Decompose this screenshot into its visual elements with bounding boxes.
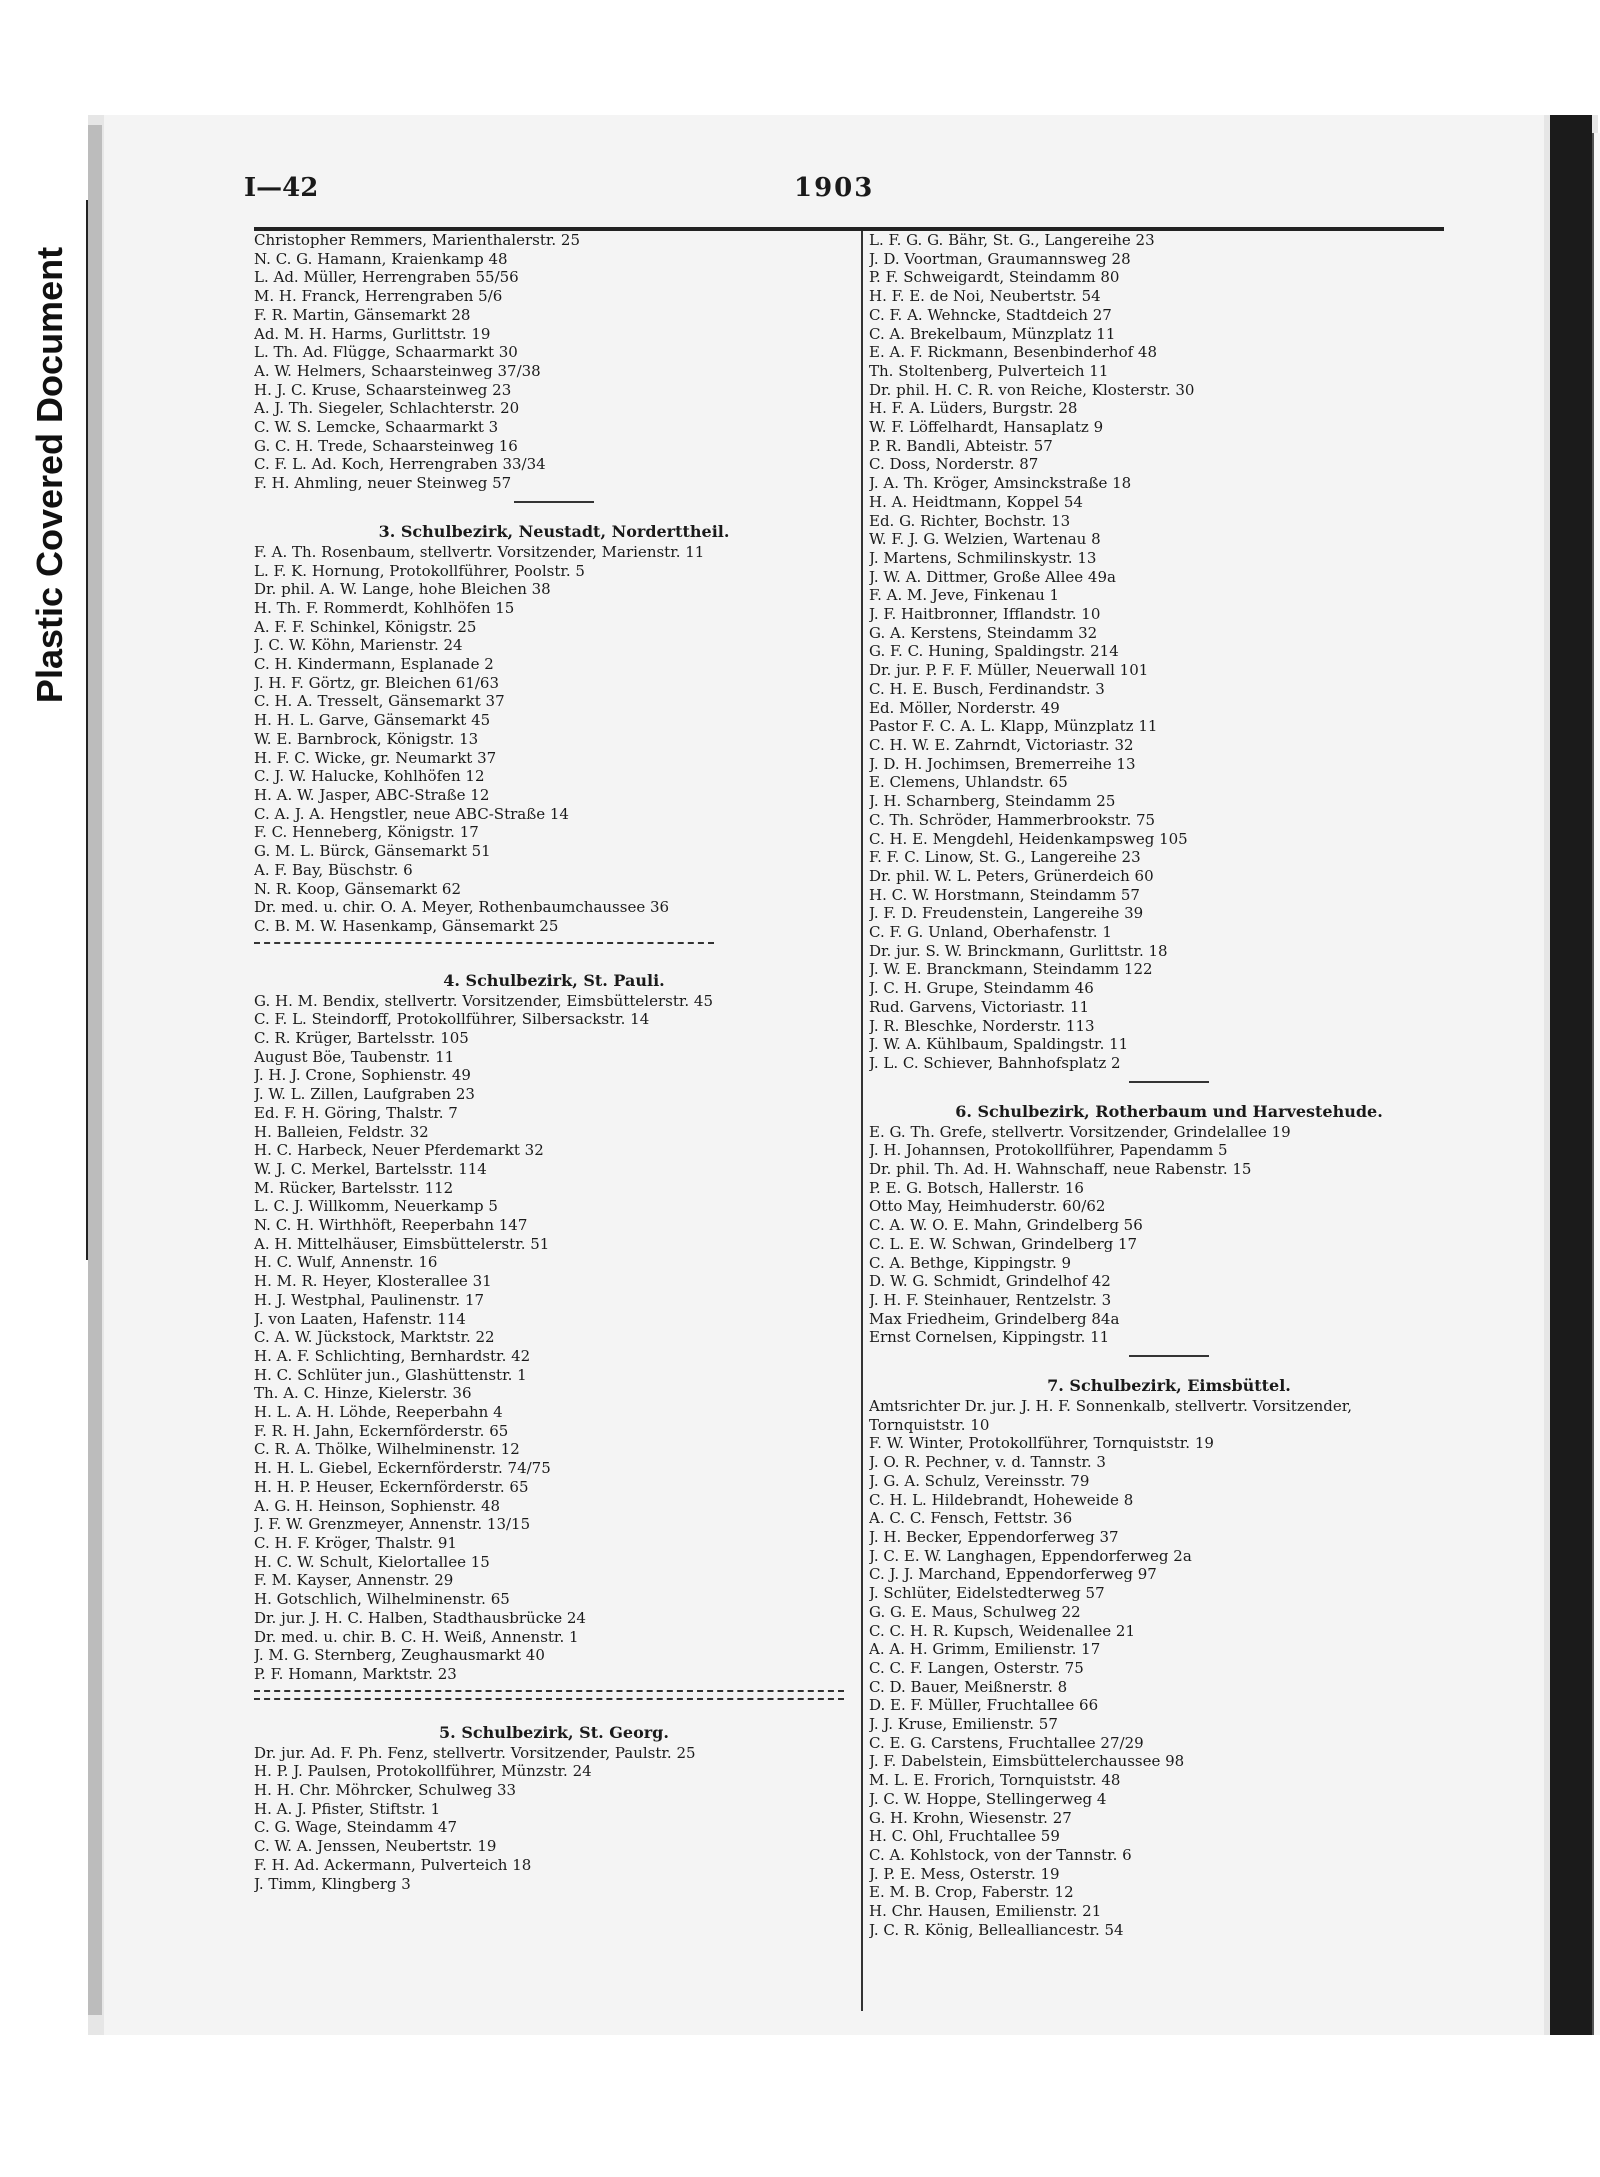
directory-entry: F. M. Kayser, Annenstr. 29 — [254, 1571, 454, 1590]
section-6-list — [869, 1123, 1469, 1347]
directory-entry: Dr. jur. J. H. C. Halben, Stadthausbrücke 24 — [254, 1608, 586, 1627]
directory-entry: C. F. L. Steindorff, Protokollführer, Silbersackstr. 14 — [254, 1010, 650, 1029]
directory-entry: J. F. Dabelstein, Eimsbüttelerchaussee 98 — [869, 1752, 1185, 1771]
directory-entry: J. H. Johannsen, Protokollführer, Papendamm 5 — [869, 1141, 1228, 1160]
directory-entry: D. W. G. Schmidt, Grindelhof 42 — [869, 1272, 1111, 1291]
directory-entry: G. H. M. Bendix, stellvertr. Vorsitzender, Eimsbüttelerstr. 45 — [254, 991, 713, 1010]
directory-entry: L. F. K. Hornung, Protokollführer, Poolstr. 5 — [254, 561, 585, 580]
directory-entry: Dr. jur. Ad. F. Ph. Fenz, stellvertr. Vorsitzender, Paulstr. 25 — [254, 1743, 696, 1762]
directory-entry: Ad. M. H. Harms, Gurlittstr. 19 — [254, 324, 491, 343]
directory-entry: H. H. P. Heuser, Eckernförderstr. 65 — [254, 1477, 529, 1496]
directory-entry: H. F. E. de Noi, Neubertstr. 54 — [869, 287, 1101, 306]
directory-entry: C. H. F. Kröger, Thalstr. 91 — [254, 1534, 457, 1552]
directory-entry: F. H. Ahmling, neuer Steinweg 57 — [254, 474, 512, 493]
page-number: I—42 — [244, 173, 319, 203]
dashed-divider — [254, 1698, 844, 1700]
directory-entry: E. Clemens, Uhlandstr. 65 — [869, 773, 1068, 792]
directory-entry: H. F. C. Wicke, gr. Neumarkt 37 — [254, 748, 497, 767]
directory-entry: A. F. F. Schinkel, Königstr. 25 — [254, 617, 477, 636]
directory-entry: C. L. E. W. Schwan, Grindelberg 17 — [869, 1234, 1138, 1253]
section-4-list — [254, 992, 854, 1684]
directory-entry: Otto May, Heimhuderstr. 60/62 — [869, 1197, 1106, 1216]
directory-entry: A. C. C. Fensch, Fettstr. 36 — [869, 1509, 1073, 1528]
directory-entry: E. A. F. Rickmann, Besenbinderhof 48 — [869, 343, 1158, 362]
directory-entry: J. M. G. Sternberg, Zeughausmarkt 40 — [254, 1646, 545, 1665]
directory-entry: J. H. Becker, Eppendorferweg 37 — [869, 1528, 1119, 1546]
directory-entry: H. H. L. Giebel, Eckernförderstr. 74/75 — [254, 1459, 551, 1478]
directory-entry: F. F. C. Linow, St. G., Langereihe 23 — [869, 848, 1141, 867]
directory-entry: Ed. F. H. Göring, Thalstr. 7 — [254, 1103, 458, 1122]
directory-entry: A. H. Mittelhäuser, Eimsbüttelerstr. 51 — [254, 1234, 550, 1253]
section-6-title: 6. Schulbezirk, Rotherbaum und Harvestehude. — [955, 1101, 1383, 1121]
directory-entry: Ed. G. Richter, Bochstr. 13 — [869, 511, 1071, 530]
directory-entry: M. H. Franck, Herrengraben 5/6 — [254, 287, 503, 306]
directory-entry: F. H. Ad. Ackermann, Pulverteich 18 — [254, 1855, 532, 1874]
directory-entry: A. A. H. Grimm, Emilienstr. 17 — [869, 1640, 1101, 1659]
directory-entry: C. H. E. Busch, Ferdinandstr. 3 — [869, 679, 1105, 698]
directory-entry: P. F. Homann, Marktstr. 23 — [254, 1664, 457, 1683]
directory-entry: C. J. W. Halucke, Kohlhöfen 12 — [254, 767, 485, 786]
section-4-title: 4. Schulbezirk, St. Pauli. — [443, 970, 665, 990]
directory-entry: J. C. H. Grupe, Steindamm 46 — [869, 979, 1094, 998]
directory-entry: C. H. L. Hildebrandt, Hoheweide 8 — [869, 1490, 1134, 1509]
directory-entry: L. Ad. Müller, Herrengraben 55/56 — [254, 268, 519, 287]
directory-entry: J. Timm, Klingberg 3 — [254, 1874, 411, 1893]
directory-entry: C. R. Krüger, Bartelsstr. 105 — [254, 1029, 469, 1048]
directory-entry: C. W. S. Lemcke, Schaarmarkt 3 — [254, 418, 499, 437]
directory-entry: Max Friedheim, Grindelberg 84a — [869, 1309, 1120, 1328]
directory-entry: H. H. L. Garve, Gänsemarkt 45 — [254, 711, 491, 730]
directory-entry: H. P. J. Paulsen, Protokollführer, Münzstr. 24 — [254, 1762, 592, 1781]
directory-entry: J. C. R. König, Bellealliancestr. 54 — [869, 1920, 1124, 1939]
dashed-divider — [254, 942, 714, 944]
section-5-title: 5. Schulbezirk, St. Georg. — [439, 1722, 669, 1742]
directory-entry: J. H. J. Crone, Sophienstr. 49 — [254, 1066, 471, 1085]
directory-entry: H. C. Harbeck, Neuer Pferdemarkt 32 — [254, 1141, 544, 1160]
directory-entry: P. F. Schweigardt, Steindamm 80 — [869, 268, 1120, 287]
side-label: Plastic Covered Document — [29, 246, 71, 704]
directory-entry: J. W. A. Dittmer, Große Allee 49a — [869, 567, 1116, 586]
directory-entry: L. F. G. G. Bähr, St. G., Langereihe 23 — [869, 231, 1155, 249]
directory-entry: C. G. Wage, Steindamm 47 — [254, 1818, 458, 1837]
directory-entry: Tornquiststr. 10 — [869, 1415, 990, 1434]
directory-entry: Dr. phil. Th. Ad. H. Wahnschaff, neue Rabenstr. 15 — [869, 1160, 1252, 1179]
directory-entry: G. G. E. Maus, Schulweg 22 — [869, 1602, 1081, 1621]
directory-entry: C. E. G. Carstens, Fruchtallee 27/29 — [869, 1733, 1144, 1752]
directory-entry: Th. A. C. Hinze, Kielerstr. 36 — [254, 1384, 472, 1403]
directory-entry: W. F. J. G. Welzien, Wartenau 8 — [869, 530, 1101, 549]
section-3-list — [254, 543, 854, 936]
directory-entry: J. C. W. Köhn, Marienstr. 24 — [254, 636, 463, 655]
directory-entry: Pastor F. C. A. L. Klapp, Münzplatz 11 — [869, 717, 1158, 736]
directory-entry: G. M. L. Bürck, Gänsemarkt 51 — [254, 842, 491, 861]
directory-entry: H. Chr. Hausen, Emilienstr. 21 — [869, 1902, 1102, 1921]
directory-entry: C. H. W. E. Zahrndt, Victoriastr. 32 — [869, 735, 1134, 754]
directory-entry: F. A. Th. Rosenbaum, stellvertr. Vorsitzender, Marienstr. 11 — [254, 542, 705, 561]
directory-entry: J. W. L. Zillen, Laufgraben 23 — [254, 1085, 475, 1104]
directory-entry: J. P. E. Mess, Osterstr. 19 — [869, 1864, 1060, 1883]
directory-entry: N. C. G. Hamann, Kraienkamp 48 — [254, 249, 508, 268]
section-7-title: 7. Schulbezirk, Eimsbüttel. — [1047, 1376, 1291, 1396]
directory-entry: J. R. Bleschke, Norderstr. 113 — [869, 1016, 1095, 1035]
directory-entry: A. G. H. Heinson, Sophienstr. 48 — [254, 1496, 501, 1515]
left-column — [254, 231, 854, 1893]
directory-entry: J. H. F. Görtz, gr. Bleichen 61/63 — [254, 673, 500, 692]
directory-entry: H. M. R. Heyer, Klosterallee 31 — [254, 1272, 492, 1291]
directory-entry: C. A. W. O. E. Mahn, Grindelberg 56 — [869, 1216, 1143, 1235]
directory-entry: F. R. Martin, Gänsemarkt 28 — [254, 305, 471, 324]
directory-entry: C. H. A. Tresselt, Gänsemarkt 37 — [254, 692, 505, 711]
directory-entry: C. H. E. Mengdehl, Heidenkampsweg 105 — [869, 829, 1188, 848]
directory-entry: H. C. W. Horstmann, Steindamm 57 — [869, 885, 1140, 904]
directory-entry: J. D. H. Jochimsen, Bremerreihe 13 — [869, 754, 1136, 773]
directory-entry: C. W. A. Jenssen, Neubertstr. 19 — [254, 1837, 497, 1856]
directory-entry: E. G. Th. Grefe, stellvertr. Vorsitzender, Grindelallee 19 — [869, 1122, 1291, 1141]
section-rule — [1129, 1081, 1209, 1083]
directory-entry: N. R. Koop, Gänsemarkt 62 — [254, 879, 462, 898]
directory-entry: H. H. Chr. Möhrcker, Schulweg 33 — [254, 1781, 517, 1800]
directory-entry: H. C. Wulf, Annenstr. 16 — [254, 1253, 438, 1272]
directory-entry: J. C. W. Hoppe, Stellingerweg 4 — [869, 1789, 1107, 1808]
section-5-list — [254, 1744, 854, 1894]
directory-entry: G. F. C. Huning, Spaldingstr. 214 — [869, 642, 1119, 661]
directory-entry: Dr. jur. P. F. F. Müller, Neuerwall 101 — [869, 661, 1149, 680]
directory-entry: C. F. L. Ad. Koch, Herrengraben 33/34 — [254, 455, 546, 474]
section-rule — [1129, 1355, 1209, 1357]
directory-entry: J. O. R. Pechner, v. d. Tannstr. 3 — [869, 1453, 1106, 1472]
directory-entry: Th. Stoltenberg, Pulverteich 11 — [869, 361, 1109, 380]
directory-entry: H. A. Heidtmann, Koppel 54 — [869, 492, 1083, 511]
page-year: 1903 — [794, 173, 875, 203]
directory-entry: J. C. E. W. Langhagen, Eppendorferweg 2a — [869, 1546, 1192, 1565]
directory-entry: C. H. Kindermann, Esplanade 2 — [254, 655, 494, 674]
directory-entry: H. C. W. Schult, Kielortallee 15 — [254, 1552, 490, 1571]
directory-entry: A. W. Helmers, Schaarsteinweg 37/38 — [254, 361, 541, 380]
directory-entry: J. F. W. Grenzmeyer, Annenstr. 13/15 — [254, 1515, 531, 1534]
directory-entry: J. G. A. Schulz, Vereinsstr. 79 — [869, 1471, 1090, 1490]
directory-entry: C. A. J. A. Hengstler, neue ABC-Straße 14 — [254, 804, 569, 823]
directory-entry: J. Schlüter, Eidelstedterweg 57 — [869, 1584, 1105, 1603]
directory-entry: Ed. Möller, Norderstr. 49 — [869, 698, 1060, 717]
directory-entry: J. W. A. Kühlbaum, Spaldingstr. 11 — [869, 1035, 1129, 1054]
directory-entry: C. Doss, Norderstr. 87 — [869, 455, 1039, 474]
directory-entry: H. A. F. Schlichting, Bernhardstr. 42 — [254, 1346, 531, 1365]
directory-entry: G. C. H. Trede, Schaarsteinweg 16 — [254, 436, 518, 455]
directory-entry: A. F. Bay, Büschstr. 6 — [254, 860, 413, 879]
directory-entry: L. C. J. Willkomm, Neuerkamp 5 — [254, 1197, 498, 1216]
directory-entry: C. A. Bethge, Kippingstr. 9 — [869, 1253, 1072, 1272]
directory-entry: August Böe, Taubenstr. 11 — [254, 1047, 455, 1066]
directory-entry: D. E. F. Müller, Fruchtallee 66 — [869, 1696, 1099, 1715]
directory-entry: Dr. med. u. chir. B. C. H. Weiß, Annenstr. 1 — [254, 1627, 579, 1646]
directory-entry: W. E. Barnbrock, Königstr. 13 — [254, 729, 479, 748]
directory-entry: J. J. Kruse, Emilienstr. 57 — [869, 1715, 1058, 1734]
directory-entry: Dr. med. u. chir. O. A. Meyer, Rothenbaumchaussee 36 — [254, 898, 670, 917]
directory-entry: C. B. M. W. Hasenkamp, Gänsemarkt 25 — [254, 916, 559, 935]
directory-entry: H. J. Westphal, Paulinenstr. 17 — [254, 1290, 485, 1309]
directory-entry: N. C. H. Wirthhöft, Reeperbahn 147 — [254, 1216, 528, 1235]
directory-entry: H. Gotschlich, Wilhelminenstr. 65 — [254, 1590, 510, 1609]
directory-entry: H. C. Schlüter jun., Glashüttenstr. 1 — [254, 1365, 527, 1384]
directory-entry: Christopher Remmers, Marienthalerstr. 25 — [254, 231, 580, 249]
directory-entry: E. M. B. Crop, Faberstr. 12 — [869, 1883, 1074, 1902]
directory-entry: L. Th. Ad. Flügge, Schaarmarkt 30 — [254, 343, 518, 362]
directory-entry: C. C. H. R. Kupsch, Weidenallee 21 — [869, 1621, 1135, 1640]
directory-entry: J. F. Haitbronner, Ifflandstr. 10 — [869, 605, 1101, 624]
directory-entry: J. W. E. Branckmann, Steindamm 122 — [869, 960, 1153, 979]
column-divider — [861, 231, 863, 2011]
directory-entry: Dr. jur. S. W. Brinckmann, Gurlittstr. 18 — [869, 941, 1168, 960]
right-intro-list — [869, 231, 1469, 1073]
directory-entry: M. L. E. Frorich, Tornquiststr. 48 — [869, 1771, 1121, 1790]
directory-entry: J. L. C. Schiever, Bahnhofsplatz 2 — [869, 1053, 1121, 1072]
directory-entry: Amtsrichter Dr. jur. J. H. F. Sonnenkalb, stellvertr. Vorsitzender, — [869, 1397, 1353, 1416]
directory-entry: C. C. F. Langen, Osterstr. 75 — [869, 1658, 1084, 1677]
directory-entry: P. R. Bandli, Abteistr. 57 — [869, 436, 1053, 455]
section-7-list — [869, 1397, 1469, 1939]
left-intro-list — [254, 231, 854, 493]
directory-entry: Dr. phil. H. C. R. von Reiche, Klosterstr. 30 — [869, 380, 1195, 399]
binding-edge — [1592, 133, 1600, 2035]
right-column — [869, 231, 1469, 1939]
directory-entry: F. C. Henneberg, Königstr. 17 — [254, 823, 479, 842]
scanned-page-area — [88, 115, 1598, 2035]
directory-entry: F. A. M. Jeve, Finkenau 1 — [869, 586, 1060, 605]
directory-entry: C. D. Bauer, Meißnerstr. 8 — [869, 1677, 1068, 1696]
directory-entry: J. von Laaten, Hafenstr. 114 — [254, 1309, 466, 1328]
directory-entry: J. H. Scharnberg, Steindamm 25 — [869, 792, 1116, 811]
directory-entry: F. R. H. Jahn, Eckernförderstr. 65 — [254, 1421, 509, 1440]
directory-entry: C. A. W. Jückstock, Marktstr. 22 — [254, 1328, 495, 1347]
directory-entry: W. J. C. Merkel, Bartelsstr. 114 — [254, 1159, 487, 1178]
directory-entry: J. A. Th. Kröger, Amsinckstraße 18 — [869, 474, 1132, 493]
directory-entry: G. A. Kerstens, Steindamm 32 — [869, 623, 1098, 642]
directory-entry: C. R. A. Thölke, Wilhelminenstr. 12 — [254, 1440, 520, 1459]
directory-entry: C. Th. Schröder, Hammerbrookstr. 75 — [869, 810, 1156, 829]
directory-entry: C. F. A. Wehncke, Stadtdeich 27 — [869, 305, 1112, 324]
directory-entry: Rud. Garvens, Victoriastr. 11 — [869, 997, 1090, 1016]
directory-entry: H. L. A. H. Löhde, Reeperbahn 4 — [254, 1403, 503, 1422]
directory-entry: W. F. Löffelhardt, Hansaplatz 9 — [869, 418, 1104, 437]
binding-shadow — [1550, 115, 1592, 2035]
directory-entry: C. F. G. Unland, Oberhafenstr. 1 — [869, 923, 1112, 942]
directory-entry: P. E. G. Botsch, Hallerstr. 16 — [869, 1178, 1084, 1197]
directory-entry: Dr. phil. W. L. Peters, Grünerdeich 60 — [869, 866, 1154, 885]
page-header — [244, 173, 1444, 213]
directory-entry: H. Th. F. Rommerdt, Kohlhöfen 15 — [254, 598, 515, 617]
directory-entry: F. W. Winter, Protokollführer, Tornquiststr. 19 — [869, 1434, 1214, 1453]
directory-entry: Ernst Cornelsen, Kippingstr. 11 — [869, 1328, 1110, 1347]
directory-entry: Dr. phil. A. W. Lange, hohe Bleichen 38 — [254, 580, 551, 599]
dashed-divider — [254, 1690, 844, 1692]
directory-entry: J. Martens, Schmilinskystr. 13 — [869, 548, 1097, 567]
document-page — [104, 115, 1544, 2035]
section-3-title: 3. Schulbezirk, Neustadt, Norderttheil. — [378, 521, 730, 541]
directory-entry: H. A. J. Pfister, Stiftstr. 1 — [254, 1799, 441, 1818]
directory-entry: J. D. Voortman, Graumannsweg 28 — [869, 249, 1131, 268]
directory-entry: H. C. Ohl, Fruchtallee 59 — [869, 1827, 1060, 1846]
directory-entry: H. F. A. Lüders, Burgstr. 28 — [869, 399, 1078, 418]
directory-entry: A. J. Th. Siegeler, Schlachterstr. 20 — [254, 399, 520, 418]
directory-entry: C. A. Brekelbaum, Münzplatz 11 — [869, 324, 1116, 343]
directory-entry: J. F. D. Freudenstein, Langereihe 39 — [869, 904, 1144, 923]
directory-entry: H. Balleien, Feldstr. 32 — [254, 1122, 429, 1141]
directory-entry: G. H. Krohn, Wiesenstr. 27 — [869, 1808, 1072, 1827]
directory-entry: H. J. C. Kruse, Schaarsteinweg 23 — [254, 380, 512, 399]
page-edge — [88, 125, 102, 2015]
directory-entry: M. Rücker, Bartelsstr. 112 — [254, 1178, 454, 1197]
directory-entry: J. H. F. Steinhauer, Rentzelstr. 3 — [869, 1290, 1112, 1309]
directory-entry: C. A. Kohlstock, von der Tannstr. 6 — [869, 1845, 1132, 1864]
directory-entry: H. A. W. Jasper, ABC-Straße 12 — [254, 785, 490, 804]
directory-entry: C. J. J. Marchand, Eppendorferweg 97 — [869, 1565, 1157, 1584]
section-rule — [514, 501, 594, 503]
